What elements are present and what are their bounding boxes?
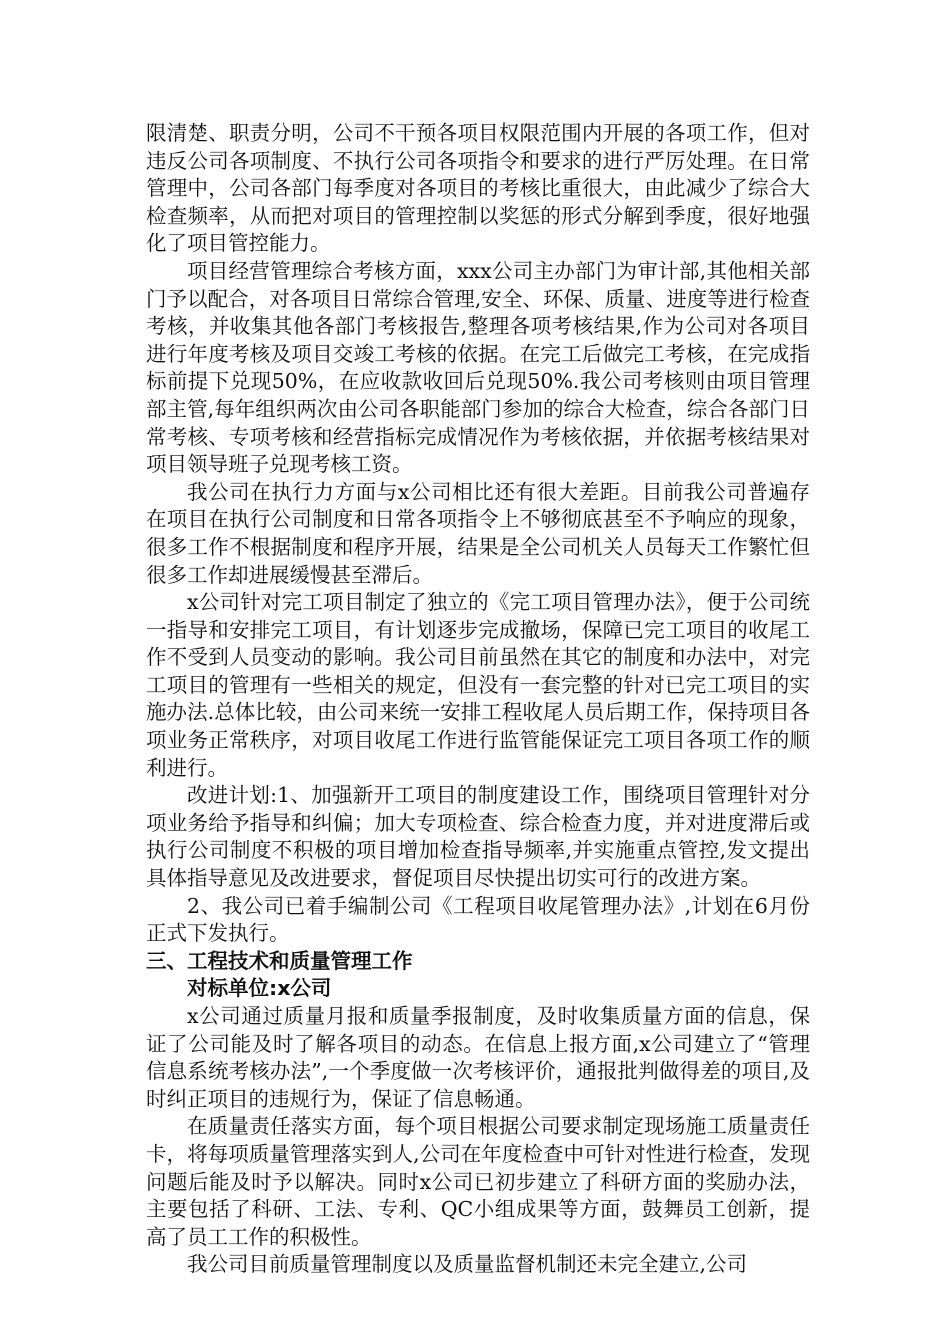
- improvement-plan-paragraph: 改进计划:1、加强新开工项目的制度建设工作，围绕项目管理针对分项业务给予指导和纠偏；加大专项检查、综合检查力度，并对进度滞后或执行公司制度不积极的项目增加检查指导频率,并实施重点管控,发文提出具体指导意见及改进要求，督促项目尽快提出切实可行的改进方案。: [146, 783, 810, 891]
- body-paragraph-2: 项目经营管理综合考核方面，xxx公司主办部门为审计部,其他相关部门予以配合，对各项目日常综合管理,安全、环保、质量、进度等进行检查考核，并收集其他各部门考核报告,整理各项考核结果,作为公司对各项目进行年度考核及项目交竣工考核的依据。在完工后做完工考核，在完成指标前提下兑现50%，在应收款收回后兑现50%.我公司考核则由项目管理部主管,每年组织两次由公司各职能部门参加的综合大检查，综合各部门日常考核、专项考核和经营指标完成情况作为考核依据，并依据考核结果对项目领导班子兑现考核工资。: [146, 258, 810, 477]
- section-paragraph-1: x公司通过质量月报和质量季报制度，及时收集质量方面的信息，保证了公司能及时了解各项目的动态。在信息上报方面,x公司建立了“管理信息系统考核办法”,一个季度做一次考核评价，通报批判做得差的项目,及时纠正项目的违规行为，保证了信息畅通。: [146, 1004, 810, 1111]
- section-paragraph-3: 我公司目前质量管理制度以及质量监督机制还未完全建立,公司: [187, 1252, 748, 1277]
- body-paragraph-3: 我公司在执行力方面与x公司相比还有很大差距。目前我公司普遍存在项目在执行公司制度和日常各项指令上不够彻底甚至不予响应的现象，很多工作不根据制度和程序开展，结果是全公司机关人员每天工作繁忙但很多工作却进展缓慢甚至滞后。: [146, 479, 810, 587]
- body-paragraph-4: x公司针对完工项目制定了独立的《完工项目管理办法》，便于公司统一指导和安排完工项目，有计划逐步完成撤场，保障已完工项目的收尾工作不受到人员变动的影响。我公司目前虽然在其它的制度和办法中，对完工项目的管理有一些相关的规定，但没有一套完整的针对已完工项目的实施办法.总体比较，由公司来统一安排工程收尾人员后期工作，保持项目各项业务正常秩序，对项目收尾工作进行监管能保证完工项目各项工作的顺利进行。: [146, 590, 810, 780]
- section-heading: 三、工程技术和质量管理工作: [146, 948, 413, 973]
- document-page: [146, 120, 810, 1279]
- benchmark-label: 对标单位:x公司: [187, 976, 332, 1001]
- body-paragraph-1: 限清楚、职责分明，公司不干预各项目权限范围内开展的各项工作，但对违反公司各项制度、不执行公司各项指令和要求的进行严厉处理。在日常管理中，公司各部门每季度对各项目的考核比重很大，由此减少了综合大检查频率，从而把对项目的管理控制以奖惩的形式分解到季度，很好地强化了项目管控能力。: [146, 121, 810, 256]
- improvement-plan-item-2: 2、我公司已着手编制公司《工程项目收尾管理办法》,计划在6月份正式下发执行。: [146, 893, 810, 946]
- section-paragraph-2: 在质量责任落实方面，每个项目根据公司要求制定现场施工质量责任卡，将每项质量管理落实到人,公司在年度检查中可针对性进行检查，发现问题后能及时予以解决。同时x公司已初步建立了科研方面的奖励办法，主要包括了科研、工法、专利、QC小组成果等方面，鼓舞员工创新，提高了员工工作的积极性。: [146, 1114, 810, 1249]
